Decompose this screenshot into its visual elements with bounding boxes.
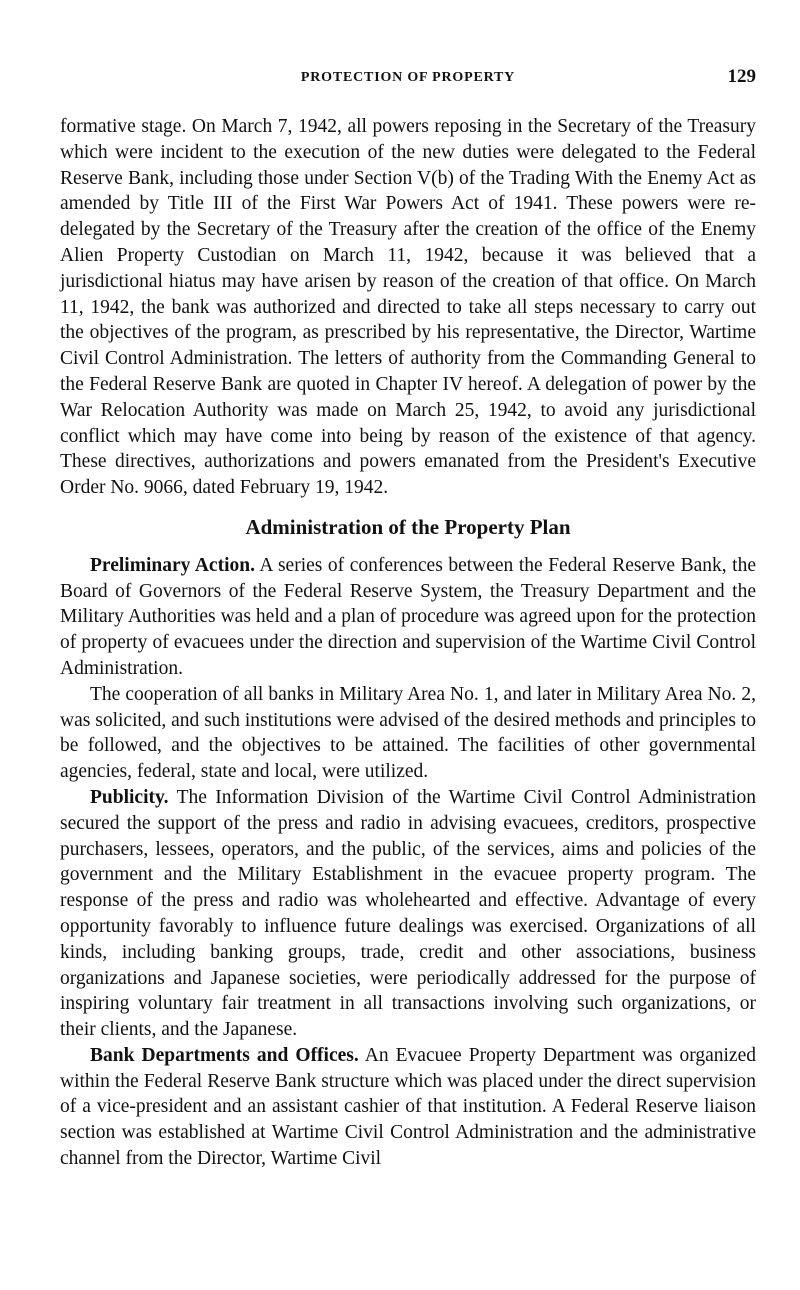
paragraph-text: A series of conferences between the Federal Reserve Bank, the Board of Governors of the Federal Reserve System, the Treasury Department and the Military Authorities was held and a plan of procedure was agreed upon for the protection of property of evacuees under the direction and supervision of the Wartime Civil Control Administration. bbox=[60, 554, 756, 679]
running-title: PROTECTION OF PROPERTY bbox=[300, 70, 516, 85]
paragraph-text: An Evacuee Property Department was organized within the Federal Reserve Bank structure which was placed under the direct supervision of a vice-president and an assistant cashier of that institution. A Federal Reserve liaison section was established at Wartime Civil Control Administration and the administrative channel from the Director, Wartime Civil bbox=[60, 1044, 756, 1170]
paragraph-bank-departments bbox=[60, 1043, 756, 1172]
run-in-heading-bank-departments: Bank Departments and Offices. bbox=[90, 1044, 359, 1066]
run-in-heading-preliminary-action: Preliminary Action. bbox=[90, 554, 255, 576]
paragraph-preliminary-action bbox=[60, 553, 756, 682]
page-header bbox=[60, 64, 756, 94]
paragraph-cooperation: The cooperation of all banks in Military Area No. 1, and later in Military Area No. 2, was solicited, and such institutions were advised of the desired methods and principles to be followed, and the objectives to be attained. The facilities of other governmental agencies, federal, state and local, were utilized. bbox=[60, 683, 756, 783]
body-text bbox=[60, 114, 756, 1172]
paragraph-continuation: formative stage. On March 7, 1942, all powers reposing in the Secretary of the Treasury which were incident to the execution of the new duties were delegated to the Federal Reserve Bank, including those under Section V(b) of the Trading With the Enemy Act as amended by Title III of the First War Powers Act of 1941. These powers were re-delegated by the Secretary of the Treasury after the creation of the office of the Enemy Alien Property Custodian on March 11, 1942, because it was believed that a jurisdictional hiatus may have arisen by reason of the creation of that office. On March 11, 1942, the bank was authorized and directed to take all steps necessary to carry out the objectives of the program, as prescribed by his representative, the Director, Wartime Civil Control Administration. The letters of authority from the Commanding General to the Federal Reserve Bank are quoted in Chapter IV hereof. A delegation of power by the War Relocation Authority was made on March 25, 1942, to avoid any jurisdictional conflict which may have come into being by reason of the existence of that agency. These directives, authorizations and powers emanated from the President's Executive Order No. 9066, dated February 19, 1942. bbox=[60, 116, 756, 499]
page-number: 129 bbox=[727, 66, 756, 87]
run-in-heading-publicity: Publicity. bbox=[90, 786, 169, 808]
paragraph-text: The Information Division of the Wartime Civil Control Administration secured the support of the press and radio in advising evacuees, creditors, prospective purchasers, lessees, operators, and the public, of the services, aims and policies of the government and the Military Establishment in the evacuee property program. The response of the press and radio was wholehearted and effective. Advantage of every opportunity favorably to influence future dealings was exercised. Organizations of all kinds, including banking groups, trade, credit and other associations, business organizations and Japanese societies, were periodically addressed for the purpose of inspiring voluntary fair treatment in all transactions involving such organizations, or their clients, and the Japanese. bbox=[60, 786, 756, 1041]
paragraph-publicity bbox=[60, 785, 756, 1043]
section-heading: Administration of the Property Plan bbox=[245, 514, 571, 539]
